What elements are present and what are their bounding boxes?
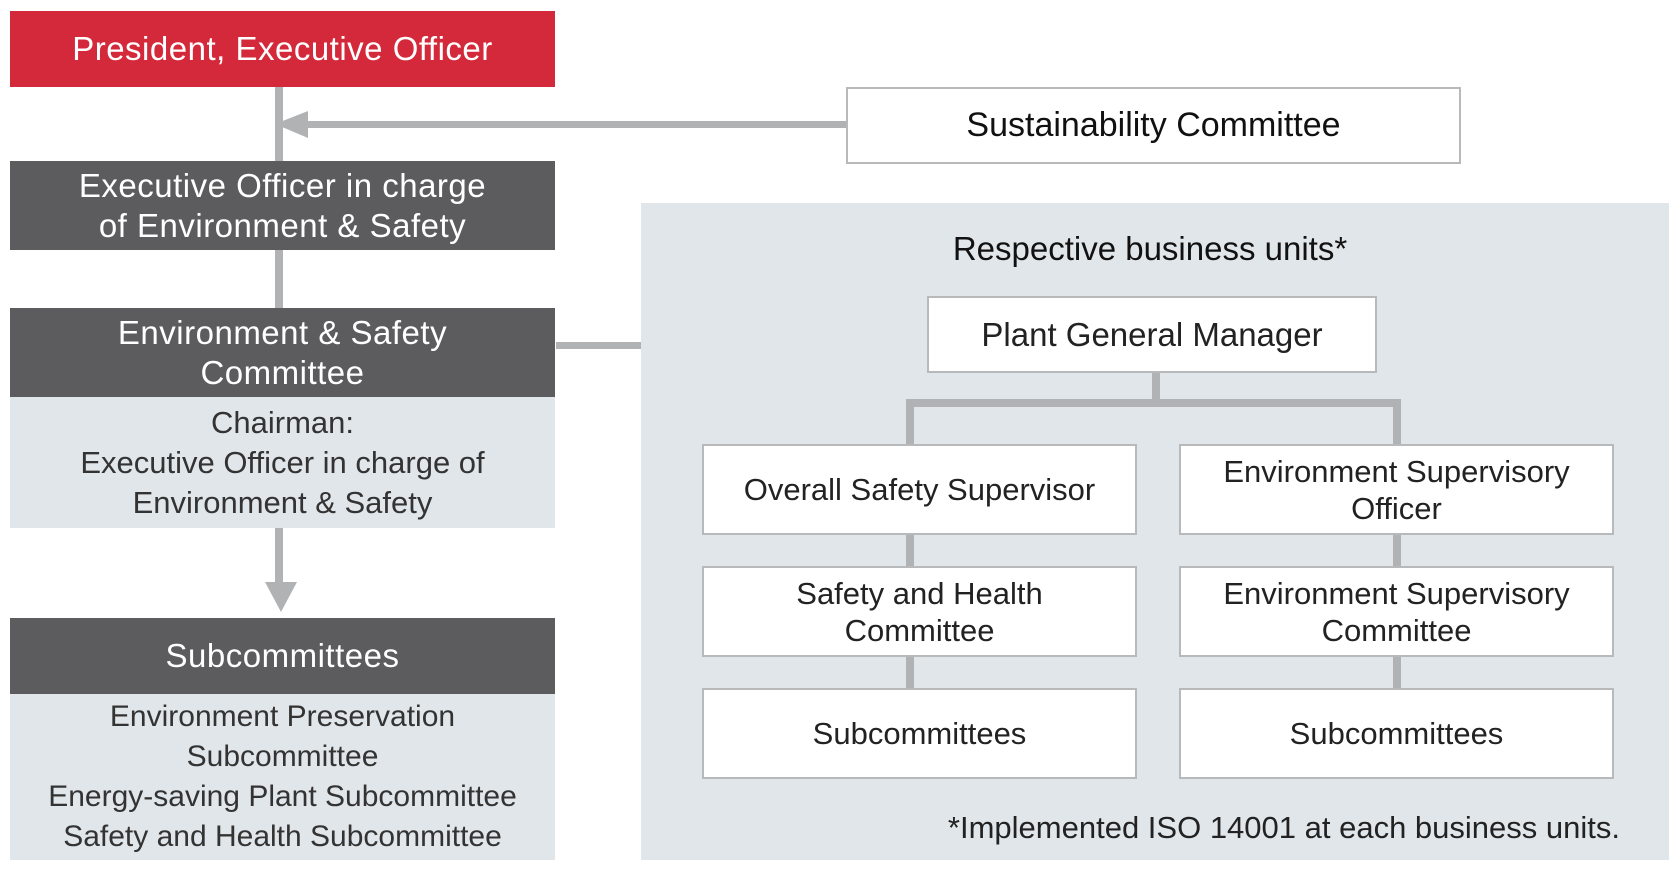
executive-officer-line-2: of Environment & Safety bbox=[98, 206, 467, 244]
arrowhead-to-subcommittees bbox=[265, 582, 297, 612]
safety-health-committee-line-1: Safety and Health bbox=[796, 575, 1043, 611]
connector-left-2-3 bbox=[906, 656, 914, 688]
executive-officer-box bbox=[10, 161, 555, 250]
safety-health-committee-box bbox=[702, 566, 1137, 657]
subcommittees-list-box bbox=[10, 694, 555, 860]
president-label: President, Executive Officer bbox=[72, 30, 493, 67]
subcommittees-title-box bbox=[10, 618, 555, 694]
business-units-title bbox=[900, 225, 1400, 273]
overall-safety-supervisor-label: Overall Safety Supervisor bbox=[743, 471, 1096, 507]
chairman-line-2: Executive Officer in charge of bbox=[80, 444, 485, 480]
env-committee-line-2: Committee bbox=[1321, 612, 1472, 648]
es-committee-line-1: Environment & Safety bbox=[117, 313, 448, 351]
chairman-line-1: Chairman: bbox=[211, 404, 354, 440]
subcommittee-item: Energy-saving Plant Subcommittee bbox=[48, 780, 517, 813]
chairman-line-3: Environment & Safety bbox=[132, 484, 433, 520]
safety-subcommittees-box bbox=[702, 688, 1137, 779]
plant-general-manager-label: Plant General Manager bbox=[981, 315, 1323, 353]
subcommittee-item: Environment Preservation Subcommittee bbox=[109, 700, 456, 773]
env-officer-line-2: Officer bbox=[1351, 490, 1442, 526]
connector-left-1-2 bbox=[906, 534, 914, 566]
connector-branch-horizontal bbox=[906, 399, 1401, 407]
safety-health-committee-line-2: Committee bbox=[844, 612, 995, 648]
safety-subcommittees-label: Subcommittees bbox=[812, 715, 1027, 751]
sustainability-committee-box bbox=[846, 87, 1461, 164]
business-units-title-text: Respective business units* bbox=[952, 230, 1348, 267]
sustainability-committee-label: Sustainability Committee bbox=[966, 106, 1341, 144]
plant-general-manager-box bbox=[927, 296, 1377, 373]
environment-supervisory-committee-box bbox=[1179, 566, 1614, 657]
connector-branch-left-down bbox=[906, 399, 914, 444]
iso-footnote-text: *Implemented ISO 14001 at each business units. bbox=[947, 810, 1620, 845]
environment-supervisory-officer-box bbox=[1179, 444, 1614, 535]
connector-right-2-3 bbox=[1393, 656, 1401, 688]
connector-branch-right-down bbox=[1393, 399, 1401, 444]
es-committee-line-2: Committee bbox=[200, 353, 365, 391]
env-committee-line-1: Environment Supervisory bbox=[1223, 575, 1570, 611]
subcommittee-item: Safety and Health Subcommittee bbox=[63, 820, 502, 853]
president-box bbox=[10, 11, 555, 87]
iso-footnote bbox=[860, 806, 1620, 850]
connector-right-1-2 bbox=[1393, 534, 1401, 566]
subcommittees-title: Subcommittees bbox=[165, 637, 400, 674]
chairman-box bbox=[10, 397, 555, 528]
environment-subcommittees-label: Subcommittees bbox=[1289, 715, 1504, 751]
env-officer-line-1: Environment Supervisory bbox=[1223, 453, 1570, 489]
overall-safety-supervisor-box bbox=[702, 444, 1137, 535]
environment-safety-committee-box bbox=[10, 308, 555, 397]
arrowhead-to-executive-line bbox=[275, 111, 308, 138]
executive-officer-line-1: Executive Officer in charge bbox=[78, 166, 487, 204]
environment-subcommittees-box bbox=[1179, 688, 1614, 779]
